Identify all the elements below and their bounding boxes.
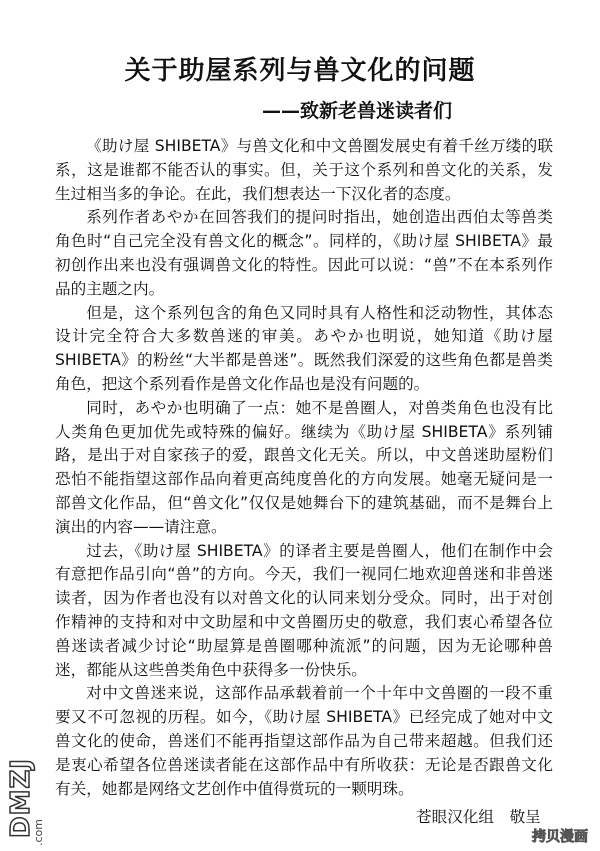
paragraph: 过去，《助け屋 SHIBETA》的译者主要是兽圈人，他们在制作中会有意把作品引向“兽”的方向。今天，我们一视同仁地欢迎兽迷和非兽迷读者，因为作者也没有以对兽文化的认同来划分受众。同时，出于对创作精神的支持和对中文助屋和中文兽圈历史的敬意，我们衷心希望各位兽迷读者减少讨论“助屋算是兽圈哪种流派”的问题，因为无论哪种兽迷，都能从这些兽类角色中获得多一份快乐。	[55, 541, 553, 679]
paragraph: 系列作者あやか在回答我们的提问时指出，她创造出西伯太等兽类角色时“自己完全没有兽文化的概念”。同样的，《助け屋 SHIBETA》最初创作出来也没有强调兽文化的特性。因此可以说：“兽”不在本系列作品的主题之内。	[55, 208, 553, 298]
paragraph: 但是，这个系列包含的角色又同时具有人格性和泛动物性，其体态设计完全符合大多数兽迷的审美。あやか也明说，她知道《助け屋 SHIBETA》的粉丝“大半都是兽迷”。既然我们深爱的这些角色都是兽类角色，把这个系列看作是兽文化作品也是没有问题的。	[55, 303, 553, 393]
page-title: 关于助屋系列与兽文化的问题	[124, 56, 476, 86]
site-watermark-logo	[2, 718, 45, 846]
paragraph: 同时，あやか也明确了一点：她不是兽圈人，对兽类角色也没有比人类角色更加优先或特殊的偏好。继续为《助け屋 SHIBETA》系列铺路，是出于对自家孩子的爱，跟兽文化无关。所以，中文兽迷助屋粉们恐怕不能指望这部作品向着更高纯度兽化的方向发展。她毫无疑问是一部兽文化作品，但“兽文化”仅仅是她舞台下的建筑基础，而不是舞台上演出的内容——请注意。	[55, 398, 553, 536]
article-body	[55, 135, 553, 801]
paragraph: 对中文兽迷来说，这部作品承载着前一个十年中文兽圈的一段不重要又不可忽视的历程。如今，《助け屋 SHIBETA》已经完成了她对中文兽文化的使命，兽迷们不能再指望这部作品为自己带来超越。但我们还是衷心希望各位兽迷读者能在这部作品中有所收获：无论是否跟兽文化有关，她都是网络文艺创作中值得赏玩的一颗明珠。	[55, 684, 553, 798]
watermark-logo-domain: .com	[32, 819, 45, 846]
paragraph: 《助け屋 SHIBETA》与兽文化和中文兽圈发展史有着千丝万缕的联系，这是谁都不能否认的事实。但，关于这个系列和兽文化的关系，发生过相当多的争论。在此，我们想表达一下汉化者的态度。	[55, 137, 553, 203]
signature: 苍眼汉化组 敬呈	[416, 808, 541, 826]
watermark-logo-text: DMZJ	[6, 758, 36, 838]
page-subtitle: ——致新老兽迷读者们	[262, 100, 453, 122]
corner-watermark: 拷贝漫画	[532, 829, 588, 845]
